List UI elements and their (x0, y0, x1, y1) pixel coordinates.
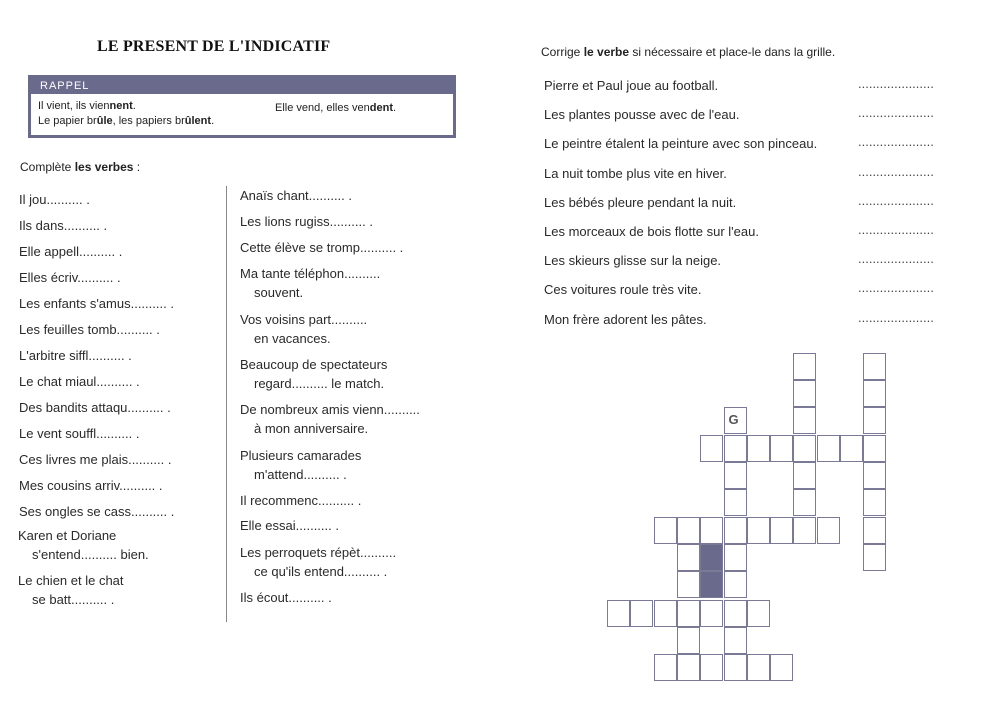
exercise-line: ce qu'ils entend.......... . (254, 564, 388, 579)
exercise-item (240, 310, 367, 348)
answer-line[interactable]: ..................... (858, 105, 934, 121)
answer-line[interactable]: ..................... (858, 192, 934, 208)
answer-line[interactable]: ..................... (858, 222, 934, 237)
exercise-item (240, 516, 339, 535)
exercise-line: souvent. (254, 285, 304, 300)
crossword-cell[interactable] (747, 600, 770, 627)
exercise-item (240, 400, 420, 438)
exercise-line: à mon anniversaire. (254, 421, 369, 436)
exercise-item: Les enfants s'amus.......... . (19, 296, 174, 311)
crossword-cell[interactable] (607, 600, 630, 627)
exercise-item (240, 588, 332, 607)
exercise-line: s'entend.......... bien. (32, 547, 149, 562)
exercise-item (240, 186, 352, 205)
exercise-line: Karen et Doriane (18, 528, 117, 543)
crossword-cell[interactable] (724, 544, 747, 571)
exercise-item (240, 446, 361, 484)
exercise-line: Ma tante téléphon.......... (240, 266, 381, 281)
exercise-item (240, 543, 396, 581)
exercise-item: Ils dans.......... . (19, 218, 108, 233)
crossword-cell[interactable] (770, 654, 793, 681)
right-instruction: Corrige le verbe si nécessaire et place-le dans la grille. (541, 45, 836, 59)
exercise-item: Les feuilles tomb.......... . (19, 322, 160, 337)
rappel-box (28, 75, 456, 138)
exercise-line: Vos voisins part.......... (240, 312, 368, 327)
crossword-cell[interactable] (677, 571, 700, 598)
exercise-item (240, 491, 361, 510)
exercise-item: Ces livres me plais.......... . (19, 452, 172, 467)
exercise-item (240, 238, 403, 257)
exercise-line: Beaucoup de spectateurs (240, 357, 388, 372)
crossword-cell[interactable] (677, 517, 700, 544)
column-divider (226, 186, 227, 622)
exercise-line: Cette élève se tromp.......... . (240, 240, 404, 255)
crossword-cell[interactable] (700, 517, 723, 544)
crossword-cell[interactable] (793, 489, 816, 516)
exercise-item (240, 264, 380, 302)
exercise-line: se batt.......... . (32, 592, 115, 607)
crossword-shaded-cell (700, 571, 723, 598)
rappel-header (31, 78, 453, 94)
crossword-cell[interactable] (724, 654, 747, 681)
crossword-cell[interactable] (677, 544, 700, 571)
crossword-cell[interactable] (793, 380, 816, 407)
crossword-cell[interactable] (630, 600, 653, 627)
crossword-cell[interactable] (793, 435, 816, 462)
crossword-cell[interactable] (770, 435, 793, 462)
rappel-example-3: Elle vend, elles vendent. (275, 102, 397, 114)
crossword-cell[interactable] (793, 407, 816, 434)
crossword-cell[interactable] (677, 654, 700, 681)
crossword-cell[interactable] (863, 544, 886, 571)
exercise-line: regard.......... le match. (254, 376, 385, 391)
exercise-item: Il jou.......... . (19, 192, 90, 207)
exercise-item: Des bandits attaqu.......... . (19, 400, 171, 415)
crossword-cell[interactable] (724, 462, 747, 489)
left-instruction: Complète les verbes : (20, 160, 141, 174)
crossword-cell[interactable] (677, 627, 700, 654)
crossword-cell[interactable] (724, 489, 747, 516)
sentence-item: Les skieurs glisse sur la neige. (544, 253, 722, 269)
answer-line[interactable]: ..................... (858, 76, 934, 91)
crossword-cell[interactable] (793, 353, 816, 380)
exercise-item: Le vent souffl.......... . (19, 426, 140, 441)
answer-line[interactable]: ..................... (858, 251, 934, 267)
crossword-cell[interactable] (747, 517, 770, 544)
crossword-cell[interactable] (863, 462, 886, 489)
crossword-cell[interactable] (747, 654, 770, 681)
sentence-item: Le peintre étalent la peinture avec son pinceau. (544, 136, 818, 152)
crossword-cell[interactable] (700, 654, 723, 681)
rappel-label: RAPPEL (40, 80, 90, 92)
crossword-cell[interactable] (724, 600, 747, 627)
exercise-item: Mes cousins arriv.......... . (19, 478, 163, 493)
rappel-example-1: Il vient, ils viennent. (38, 100, 136, 112)
crossword-cell[interactable] (793, 462, 816, 489)
exercise-item: Elle appell.......... . (19, 244, 123, 259)
crossword-cell[interactable] (700, 435, 723, 462)
exercise-item: Le chat miaul.......... . (19, 374, 140, 389)
crossword-cell[interactable] (770, 517, 793, 544)
crossword-cell[interactable] (654, 654, 677, 681)
crossword-cell[interactable] (863, 435, 886, 462)
exercise-line: Les lions rugiss.......... . (240, 214, 373, 229)
crossword-cell[interactable] (863, 353, 886, 380)
crossword-cell[interactable] (863, 407, 886, 434)
crossword-cell[interactable] (654, 517, 677, 544)
sentence-item: Les bébés pleure pendant la nuit. (544, 194, 737, 210)
crossword-cell[interactable] (863, 517, 886, 544)
answer-line[interactable]: ..................... (858, 134, 934, 150)
answer-line[interactable]: ..................... (858, 280, 934, 296)
crossword-cell[interactable] (724, 571, 747, 598)
exercise-item: L'arbitre siffl.......... . (19, 348, 132, 363)
exercise-item (240, 212, 373, 231)
crossword-cell[interactable] (724, 435, 747, 462)
exercise-line: Le chien et le chat (18, 573, 124, 588)
exercise-line: Plusieurs camarades (240, 448, 362, 463)
exercise-item (18, 571, 124, 609)
exercise-line: Elle essai.......... . (240, 518, 339, 533)
crossword-shaded-cell (700, 544, 723, 571)
crossword-cell[interactable] (863, 380, 886, 407)
answer-line[interactable]: ..................... (858, 163, 934, 179)
exercise-item (18, 526, 149, 564)
exercise-line: en vacances. (254, 331, 331, 346)
crossword-cell[interactable] (793, 517, 816, 544)
crossword-cell[interactable] (817, 517, 840, 544)
exercise-line: m'attend.......... . (254, 467, 347, 482)
exercise-line: Les perroquets répèt.......... (240, 545, 397, 560)
crossword-letter: G (728, 412, 739, 427)
crossword-cell[interactable] (817, 435, 840, 462)
page-title: LE PRESENT DE L'INDICATIF (97, 38, 331, 55)
sentence-item: La nuit tombe plus vite en hiver. (544, 165, 727, 181)
exercise-line: Il recommenc.......... . (240, 493, 362, 508)
crossword-cell[interactable] (677, 600, 700, 627)
exercise-item: Ses ongles se cass.......... . (19, 504, 175, 519)
crossword-cell[interactable] (724, 627, 747, 654)
sentence-item: Les plantes pousse avec de l'eau. (544, 107, 740, 123)
exercise-line: Ils écout.......... . (240, 590, 332, 605)
sentence-item: Pierre et Paul joue au football. (544, 78, 719, 93)
sentence-item: Les morceaux de bois flotte sur l'eau. (544, 224, 759, 239)
exercise-item (240, 355, 387, 393)
sentence-item: Ces voitures roule très vite. (544, 282, 702, 298)
crossword-cell[interactable] (700, 600, 723, 627)
crossword-cell[interactable] (863, 489, 886, 516)
answer-line[interactable]: ..................... (858, 309, 934, 325)
crossword-cell[interactable] (724, 517, 747, 544)
exercise-line: De nombreux amis vienn.......... (240, 402, 420, 417)
sentence-item: Mon frère adorent les pâtes. (544, 311, 707, 327)
exercise-item: Elles écriv.......... . (19, 270, 121, 285)
exercise-line: Anaïs chant.......... . (240, 188, 352, 203)
crossword-cell[interactable] (654, 600, 677, 627)
crossword-cell[interactable] (747, 435, 770, 462)
crossword-cell[interactable] (840, 435, 863, 462)
rappel-example-2: Le papier brûle, les papiers brûlent. (38, 115, 215, 127)
